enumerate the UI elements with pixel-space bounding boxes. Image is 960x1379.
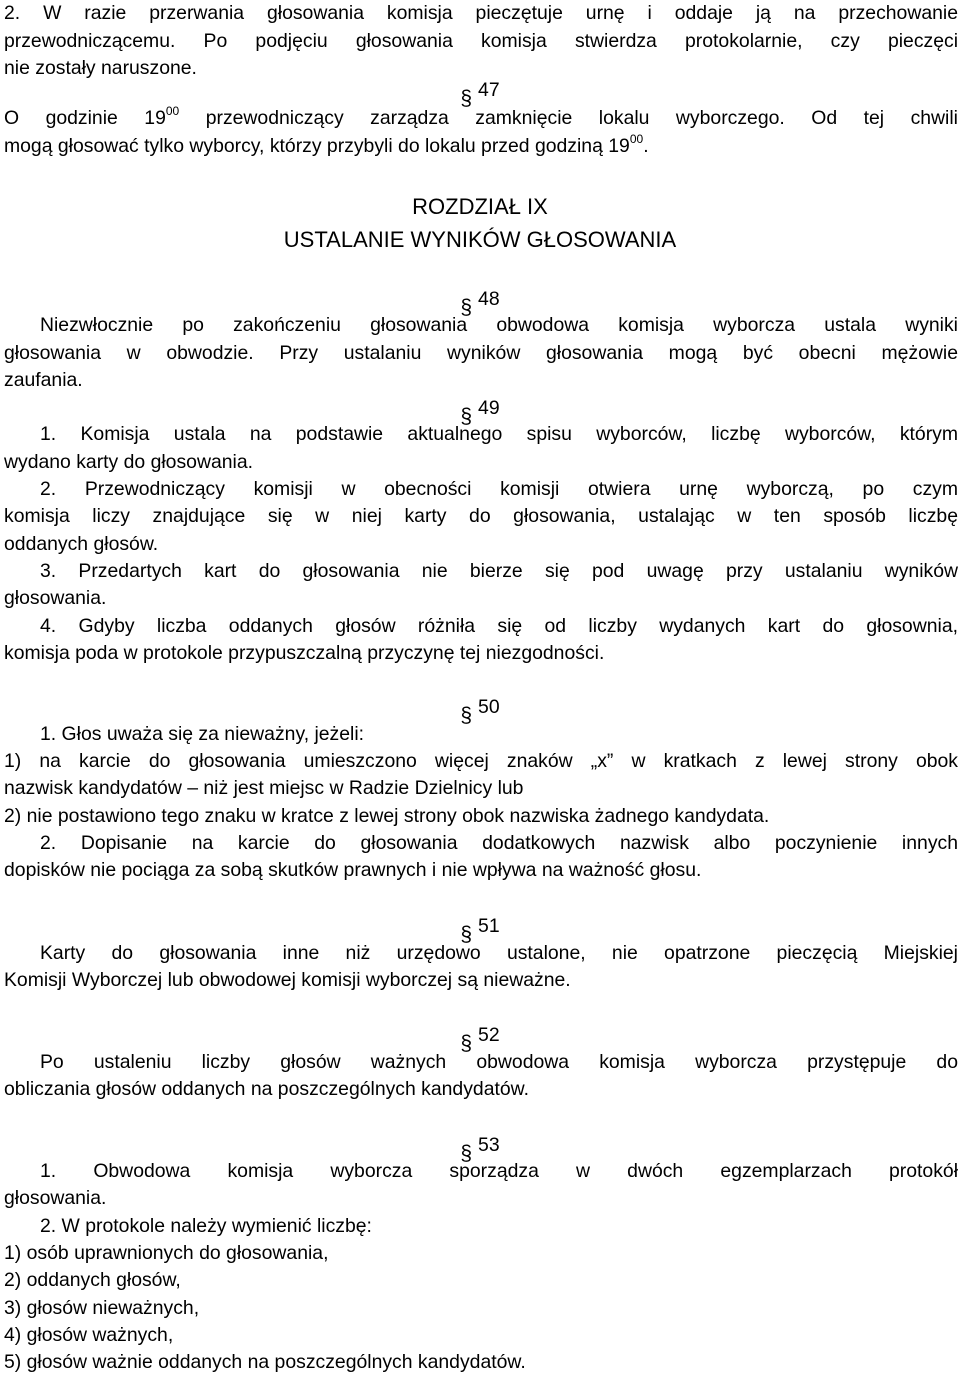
text-line: głosowania w obwodzie. Przy ustalaniu wyników głosowania mogą być obecni mężowie: [4, 342, 958, 364]
text-line: 2. W protokole należy wymienić liczbę:: [40, 1215, 372, 1237]
section-sign-icon: §: [460, 296, 473, 319]
text-line: 3. Przedartych kart do głosowania nie bierze się pod uwagę przy ustalaniu wyników: [40, 560, 958, 582]
list-item: 3) głosów nieważnych,: [4, 1297, 200, 1319]
text-line: Po ustaleniu liczby głosów ważnych obwodowa komisja wyborcza przystępuje do: [40, 1051, 958, 1073]
text-line: obliczania głosów oddanych na poszczególnych kandydatów.: [4, 1078, 529, 1100]
text-line: mogą głosować tylko wyborcy, którzy przybyli do lokalu przed godziną $19^{00}$.: [4, 131, 649, 157]
list-item: 1) osób uprawnionych do głosowania,: [4, 1242, 329, 1264]
section-sign-icon: §: [460, 87, 473, 110]
text-line: 1) na karcie do głosowania umieszczono więcej znaków „x” w kratkach z lewej strony obok: [4, 750, 958, 772]
section-sign-icon: §: [460, 704, 473, 727]
text-line: oddanych głosów.: [4, 533, 159, 555]
text-line: komisja poda w protokole przypuszczalną przyczynę tej niezgodności.: [4, 642, 605, 664]
text-line: 4. Gdyby liczba oddanych głosów różniła się od liczby wydanych kart do głosownia,: [40, 615, 958, 637]
text-line: zaufania.: [4, 369, 83, 391]
section-sign-icon: §: [460, 923, 473, 946]
paragraph-heading-47: § 47: [460, 79, 500, 110]
paragraph-heading-51: § 51: [460, 915, 500, 946]
paragraph-heading-50: § 50: [460, 696, 500, 727]
text-line: Komisji Wyborczej lub obwodowej komisji wyborczej są nieważne.: [4, 969, 571, 991]
list-item: 4) głosów ważnych,: [4, 1324, 174, 1346]
text-line: nie zostały naruszone.: [4, 57, 197, 79]
text-line: wydano karty do głosowania.: [4, 451, 253, 473]
paragraph-heading-49: § 49: [460, 397, 500, 428]
chapter-number: ROZDZIAŁ IX: [412, 194, 548, 219]
text-line: dopisków nie pociąga za sobą skutków prawnych i nie wpływa na ważność głosu.: [4, 859, 702, 881]
text-line: O godzinie $19^{00}$ przewodniczący zarządza zamknięcie lokalu wyborczego. Od tej chwili: [4, 103, 958, 129]
text-line: głosowania.: [4, 1187, 107, 1209]
paragraph-heading-48: § 48: [460, 288, 500, 319]
section-sign-icon: §: [460, 405, 473, 428]
paragraph-heading-52: § 52: [460, 1024, 500, 1055]
text-line: głosowania.: [4, 587, 107, 609]
text-line: 1. Głos uważa się za nieważny, jeżeli:: [40, 723, 365, 745]
text-line: 2. Przewodniczący komisji w obecności komisji otwiera urnę wyborczą, po czym: [40, 478, 958, 500]
text-line: 2) nie postawiono tego znaku w kratce z lewej strony obok nazwiska żadnego kandydata.: [4, 805, 770, 827]
list-item: 5) głosów ważnie oddanych na poszczególnych kandydatów.: [4, 1351, 526, 1373]
section-sign-icon: §: [460, 1032, 473, 1055]
chapter-title: USTALANIE WYNIKÓW GŁOSOWANIA: [283, 227, 677, 252]
text-line: 1. Obwodowa komisja wyborcza sporządza w dwóch egzemplarzach protokół: [40, 1160, 958, 1182]
section-sign-icon: §: [460, 1142, 473, 1165]
text-line: przewodniczącemu. Po podjęciu głosowania komisja stwierdza protokolarnie, czy pieczęci: [4, 30, 958, 52]
text-line: Niezwłocznie po zakończeniu głosowania obwodowa komisja wyborcza ustala wyniki: [40, 314, 958, 336]
text-line: komisja liczy znajdujące się w niej karty do głosowania, ustalając w ten sposób liczbę: [4, 505, 958, 527]
list-item: 2) oddanych głosów,: [4, 1269, 181, 1291]
text-line: nazwisk kandydatów – niż jest miejsc w Radzie Dzielnicy lub: [4, 777, 524, 799]
paragraph-heading-53: § 53: [460, 1134, 500, 1165]
text-line: Karty do głosowania inne niż urzędowo ustalone, nie opatrzone pieczęcią Miejskiej: [40, 942, 958, 964]
text-line: 2. Dopisanie na karcie do głosowania dodatkowych nazwisk albo poczynienie innych: [40, 832, 958, 854]
text-line: 2. W razie przerwania głosowania komisja pieczętuje urnę i oddaje ją na przechowanie: [4, 2, 958, 24]
text-line: 1. Komisja ustala na podstawie aktualnego spisu wyborców, liczbę wyborców, którym: [40, 423, 958, 445]
